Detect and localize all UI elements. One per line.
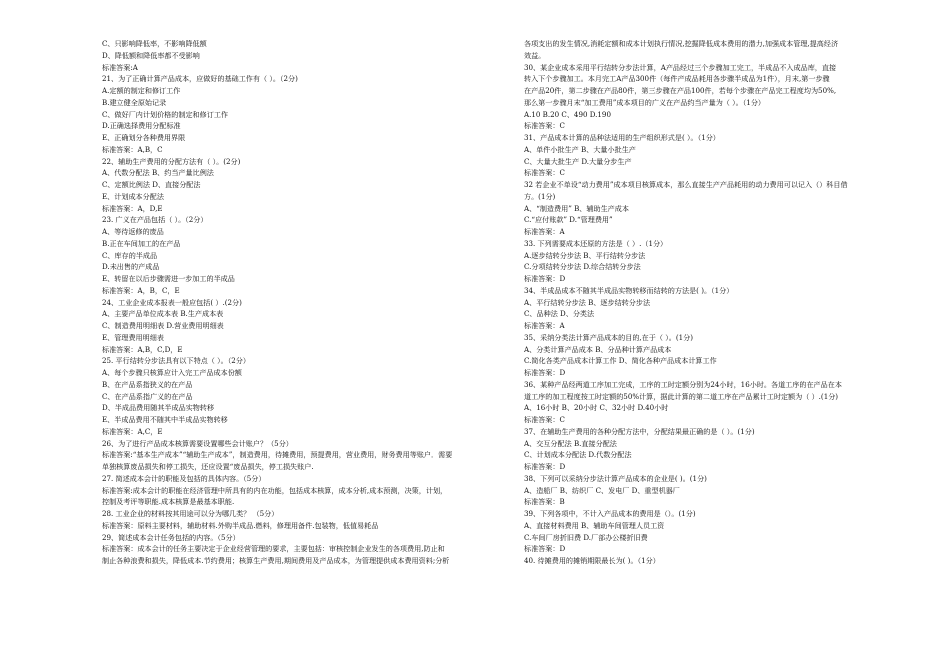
text-line: 标准答案：原料主要材料，辅助材料.外购半成品.燃料，修理用备件.包装物，低值易耗品 (102, 520, 379, 530)
text-line: 21、为了正确计算产品成本，应做好的基础工作有（ ）。（2分) (102, 74, 298, 84)
text-line: C.分项结转分步法 D.综合结转分步法 (524, 262, 641, 272)
text-line: 28. 工业企业的材料按其用途可以分为哪几类？ （5分） (102, 509, 279, 518)
text-line: C、只影响降低率，不影响降低额 (102, 39, 207, 48)
text-line: 标准答案：成本会计的任务主要决定于企业经营管理的要求，主要包括：审核控制企业发生的各项费用,防止和 (102, 544, 445, 554)
text-line: 标准答案：A，B，C，E (102, 285, 180, 295)
text-line: 制止各种浪费和损失，降低成本.节约费用；核算生产费用,期间费用及产品成本，为管理提供成本费用资料;分析 (102, 556, 450, 565)
text-line: C、制造费用明细表 D.营业费用明细表 (102, 321, 224, 330)
text-line: 27. 简述成本会计的职能及包括的具体内容。（5分） (102, 473, 266, 483)
text-line: 标准答案：B (524, 497, 565, 507)
text-line: 标准答案：D (524, 462, 566, 471)
text-line: 标准答案：C (524, 415, 565, 424)
text-line: A.定额的制定和修订工作 (102, 86, 181, 95)
text-line: 33. 下列需要成本还原的方法是（ ）.（1分） (524, 238, 668, 248)
text-line: 标准答案：D (524, 544, 566, 554)
left-column (102, 38, 502, 567)
text-line: 30、某企业成本采用平行结转分步法计算，A产品经过三个步骤加工完工，半成品不入成品库，直接 (524, 62, 837, 72)
text-line: E、计划成本分配法 (102, 191, 164, 201)
text-line: C、库存的半成品 (102, 250, 158, 260)
text-line: 22、辅助生产费用的分配方法有（ ）。(2分) (102, 156, 241, 166)
text-line: 39、下列各项中，不计入产品成本的费用是（）。(1分) (524, 509, 696, 518)
text-line: D.正确选择费用分配标准 (102, 121, 181, 131)
text-line: A、造船厂 B、纺织厂 C、发电厂 D、重型机器厂 (524, 485, 680, 495)
text-line: 25. 平行结转分步法具有以下特点（ ）。（2分） (102, 356, 250, 366)
text-line: A.10 B.20 C、490 D.190 (524, 109, 611, 119)
text-line: 标准答案：A (524, 227, 565, 236)
text-line: C、定额比例法 D、直接分配法 (102, 180, 201, 189)
text-line: C、品种法 D、分类法 (524, 309, 595, 319)
text-line: 标准答案:“基本生产成本”“辅助生产成本”，制造费用，待摊费用，预提费用，营业费用，财务费用等账户．需要 (102, 450, 453, 460)
text-line: 32 若企业不单设“动力费用”成本项目核算成本，那么直接生产产品耗用的动力费用可以记入（）科目借 (524, 180, 848, 189)
text-line: 控制及考评等职能.成本核算是最基本职能. (102, 497, 235, 507)
text-line: C、做好厂内计划价格的制定和修订工作 (102, 109, 229, 119)
text-line: A、单件小批生产 B、大量小批生产 (524, 144, 636, 154)
text-line: A、主要产品单位成本表 B.生产成本表 (102, 309, 224, 319)
text-line: 在产品20件，第二步骤在产品80件，第三步骤在产品100件，若每个步骤在产品完工程度均为50%, (524, 86, 837, 95)
text-line: A.逐步结转分步法 B、平行结转分步法 (524, 250, 646, 260)
text-line: 29、简述成本会计任务包括的内容。（5分） (102, 532, 240, 542)
text-line: C、在产品系指广义的在产品 (102, 391, 193, 401)
text-line: 34、半成品成本不随其半成品实物转移而结转的方法是( )。（1分） (524, 285, 734, 295)
text-line: 标准答案：A,C，E (102, 426, 163, 436)
text-line: D、半成品费用随其半成品实物转移 (102, 403, 215, 413)
text-line: 35、采纳分类法计算产品成本的目的,在于（ ）。(1分) (524, 332, 694, 342)
text-line: 效益。 (524, 50, 546, 60)
text-line: 36、某种产品经两道工序加工完成，工序的工时定额分别为24小时，16小时。各道工序的在产品在本 (524, 379, 842, 389)
text-line: A、平行结转分步法 B、逐步结转分步法 (524, 297, 651, 307)
right-column (524, 38, 886, 567)
text-line: 31、产品成本计算的品种法适用的生产组织形式是( ）。（1分） (524, 133, 720, 142)
text-line: C.简化各类产品成本计算工作 D、简化各种产品成本计算工作 (524, 356, 717, 366)
text-line: 40. 待摊费用的摊销期限最长为( )。（1分） (524, 556, 660, 565)
text-line: 38、下列可以采纳分步法计算产品成本的企业是( )。(1分) (524, 473, 707, 483)
text-line: E、管理费用明细表 (102, 332, 164, 342)
text-line: E、转留在以后步骤需进一步加工的半成品 (102, 274, 235, 283)
text-line: 单独核算废品损失和停工损失，还应设置“废品损失，停工损失账户. (102, 462, 314, 471)
text-line: A、直接材料费用 B、辅助车间管理人员工资 (524, 520, 665, 530)
text-line: A、代数分配法 B、约当产量比例法 (102, 168, 214, 178)
text-line: A、交互分配法 B.直接分配法 (524, 438, 617, 448)
text-line: 标准答案：A,B，C (102, 144, 163, 154)
text-line: B.建立健全原始记录 (102, 97, 167, 107)
text-line: C、计划成本分配法 D.代数分配法 (524, 450, 632, 460)
text-line: A、每个步骤只核算应计入完工产品成本份额 (102, 368, 242, 377)
text-line: 标准答案：A (524, 321, 565, 330)
text-line: C.车间厂房折旧费 D.厂部办公楼折旧费 (524, 532, 648, 542)
text-line: 标准答案：D (524, 368, 566, 377)
text-line: D、降低额和降低率都不受影响 (102, 50, 200, 60)
text-line: 标准答案：A，D,E (102, 203, 163, 213)
text-line: C、大量大批生产 D.大量分步生产 (524, 156, 632, 166)
text-line: B、在产品系指狭义的在产品 (102, 379, 193, 389)
text-line: 标准答案：A,B，C,D，E (102, 344, 183, 354)
text-line: 37、在辅助生产费用的各种分配方法中，分配结果最正确的是（ ）。(1分) (524, 426, 755, 436)
text-line: 24、工业企业成本报表一般应包括( ）.(2分) (102, 297, 242, 307)
text-line: A、等待返修的废品 (102, 227, 164, 236)
text-line: 标准答案：D (524, 274, 566, 283)
text-line: 那么第一步骤月末“加工费用”成本项目的广义在产品约当产量为（ ）。（1分） (524, 97, 766, 107)
text-line: 道工序的加工程度按工时定额的50%计算，据此计算的第二道工序在产品累计工时定额为（ ）.(1分) (524, 391, 839, 401)
text-line: 标准答案：C (524, 168, 565, 178)
text-line: 23. 广义在产品包括（ ）。（2分） (102, 215, 208, 225)
text-line: C.“应付账款” D.“管理费用” (524, 215, 613, 225)
text-line: 标准答案:A (102, 62, 138, 72)
text-line: 各项支出的发生情况,消耗定额和成本计划执行情况,挖掘降低成本费用的潜力,加强成本管理,提高经济 (524, 39, 839, 48)
text-line: 标准答案：C (524, 121, 565, 131)
text-line: A、“制造费用” B、辅助生产成本 (524, 203, 629, 213)
text-line: E、半成品费用不随其中半成品实物转移 (102, 415, 228, 424)
text-line: E、正确划分各种费用界限 (102, 133, 186, 142)
text-line: 26、为了进行产品成本核算需要设置哪些会计账户？（5分） (102, 438, 293, 448)
text-line: 转入下个步骤加工。本月完工A产品300件（每件产成品耗用各步骤半成品为1件），月末,第一步骤 (524, 74, 830, 84)
text-line: A、分类计算产品成本 B、分品种计算产品成本 (524, 344, 672, 354)
text-line: A、16小时 B、20小时 C、32小时 D.40小时 (524, 403, 669, 413)
text-line: B.正在车间加工的在产品 (102, 238, 181, 248)
text-line: 方。(1分) (524, 191, 556, 201)
text-line: 标准答案:成本会计的职能在经济管理中所具有的内在功能，包括成本核算，成本分析,成本预测，决策，计划， (102, 485, 448, 495)
text-line: D.未出售的产成品 (102, 262, 160, 272)
